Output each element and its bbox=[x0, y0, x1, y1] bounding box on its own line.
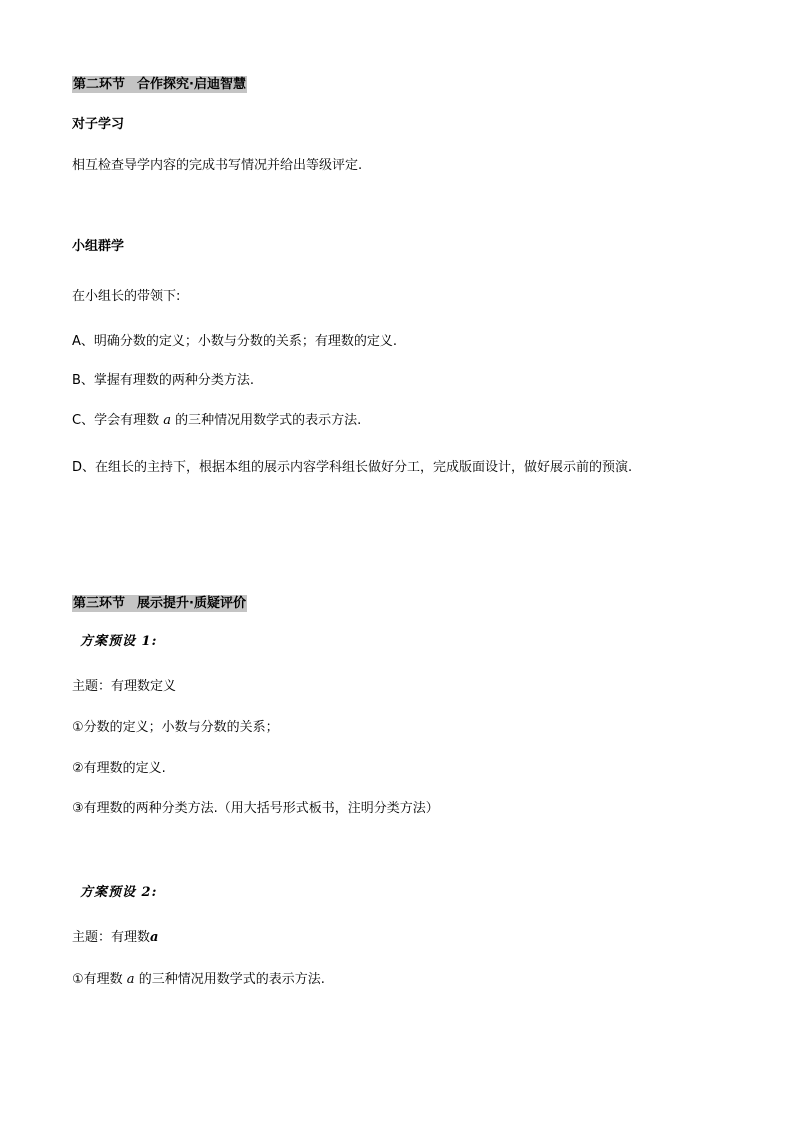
plan2-heading: 方案预设 2: bbox=[80, 885, 158, 900]
section3-heading-highlight bbox=[72, 595, 247, 612]
plan1-point-1: ①分数的定义；小数与分数的关系； bbox=[72, 720, 279, 735]
group-item-d bbox=[72, 459, 632, 477]
plan1-point-2: ②有理数的定义. bbox=[72, 761, 166, 776]
section3-number: 第三环节 bbox=[73, 596, 126, 611]
section2-heading-highlight bbox=[72, 76, 247, 93]
item-label: C、 bbox=[72, 413, 95, 428]
item-text: 掌握有理数的两种分类方法. bbox=[93, 373, 255, 388]
pair-study-heading: 对子学习 bbox=[72, 117, 125, 132]
item-text: 在组长的主持下，根据本组的展示内容学科组长做好分工，完成版面设计，做好展示前的预演. bbox=[95, 460, 633, 475]
section3-heading bbox=[72, 595, 247, 613]
plan2-theme bbox=[72, 929, 158, 947]
variable-a: a bbox=[150, 930, 159, 945]
item-text: 明确分数的定义；小数与分数的关系；有理数的定义. bbox=[93, 334, 398, 349]
plan2-theme-text: 主题：有理数 bbox=[72, 930, 151, 945]
item-text-post: 的三种情况用数学式的表示方法. bbox=[175, 413, 362, 428]
plan2-point-post: 的三种情况用数学式的表示方法. bbox=[138, 972, 325, 987]
variable-a: a bbox=[126, 972, 135, 987]
section2-heading bbox=[72, 76, 247, 94]
plan2-point-pre: ①有理数 bbox=[72, 972, 123, 987]
section2-title: 合作探究·启迪智慧 bbox=[137, 77, 246, 92]
plan1-point-3: ③有理数的两种分类方法.（用大括号形式板书，注明分类方法） bbox=[72, 801, 439, 816]
group-study-intro: 在小组长的带领下: bbox=[72, 289, 181, 304]
section2-number: 第二环节 bbox=[73, 77, 126, 92]
item-label: D、 bbox=[72, 460, 96, 475]
pair-study-text: 相互检查导学内容的完成书写情况并给出等级评定. bbox=[72, 158, 363, 173]
item-text-pre: 学会有理数 bbox=[94, 413, 160, 428]
plan1-heading: 方案预设 1: bbox=[80, 634, 158, 649]
variable-a: a bbox=[163, 413, 171, 428]
item-label: A、 bbox=[72, 334, 94, 349]
item-label: B、 bbox=[72, 373, 94, 388]
group-item-c bbox=[72, 412, 361, 430]
plan2-point-1 bbox=[72, 971, 325, 989]
plan1-theme: 主题：有理数定义 bbox=[72, 679, 177, 694]
group-item-b bbox=[72, 372, 254, 390]
group-study-heading: 小组群学 bbox=[72, 239, 125, 254]
section3-title: 展示提升·质疑评价 bbox=[137, 596, 246, 611]
group-item-a bbox=[72, 333, 397, 351]
